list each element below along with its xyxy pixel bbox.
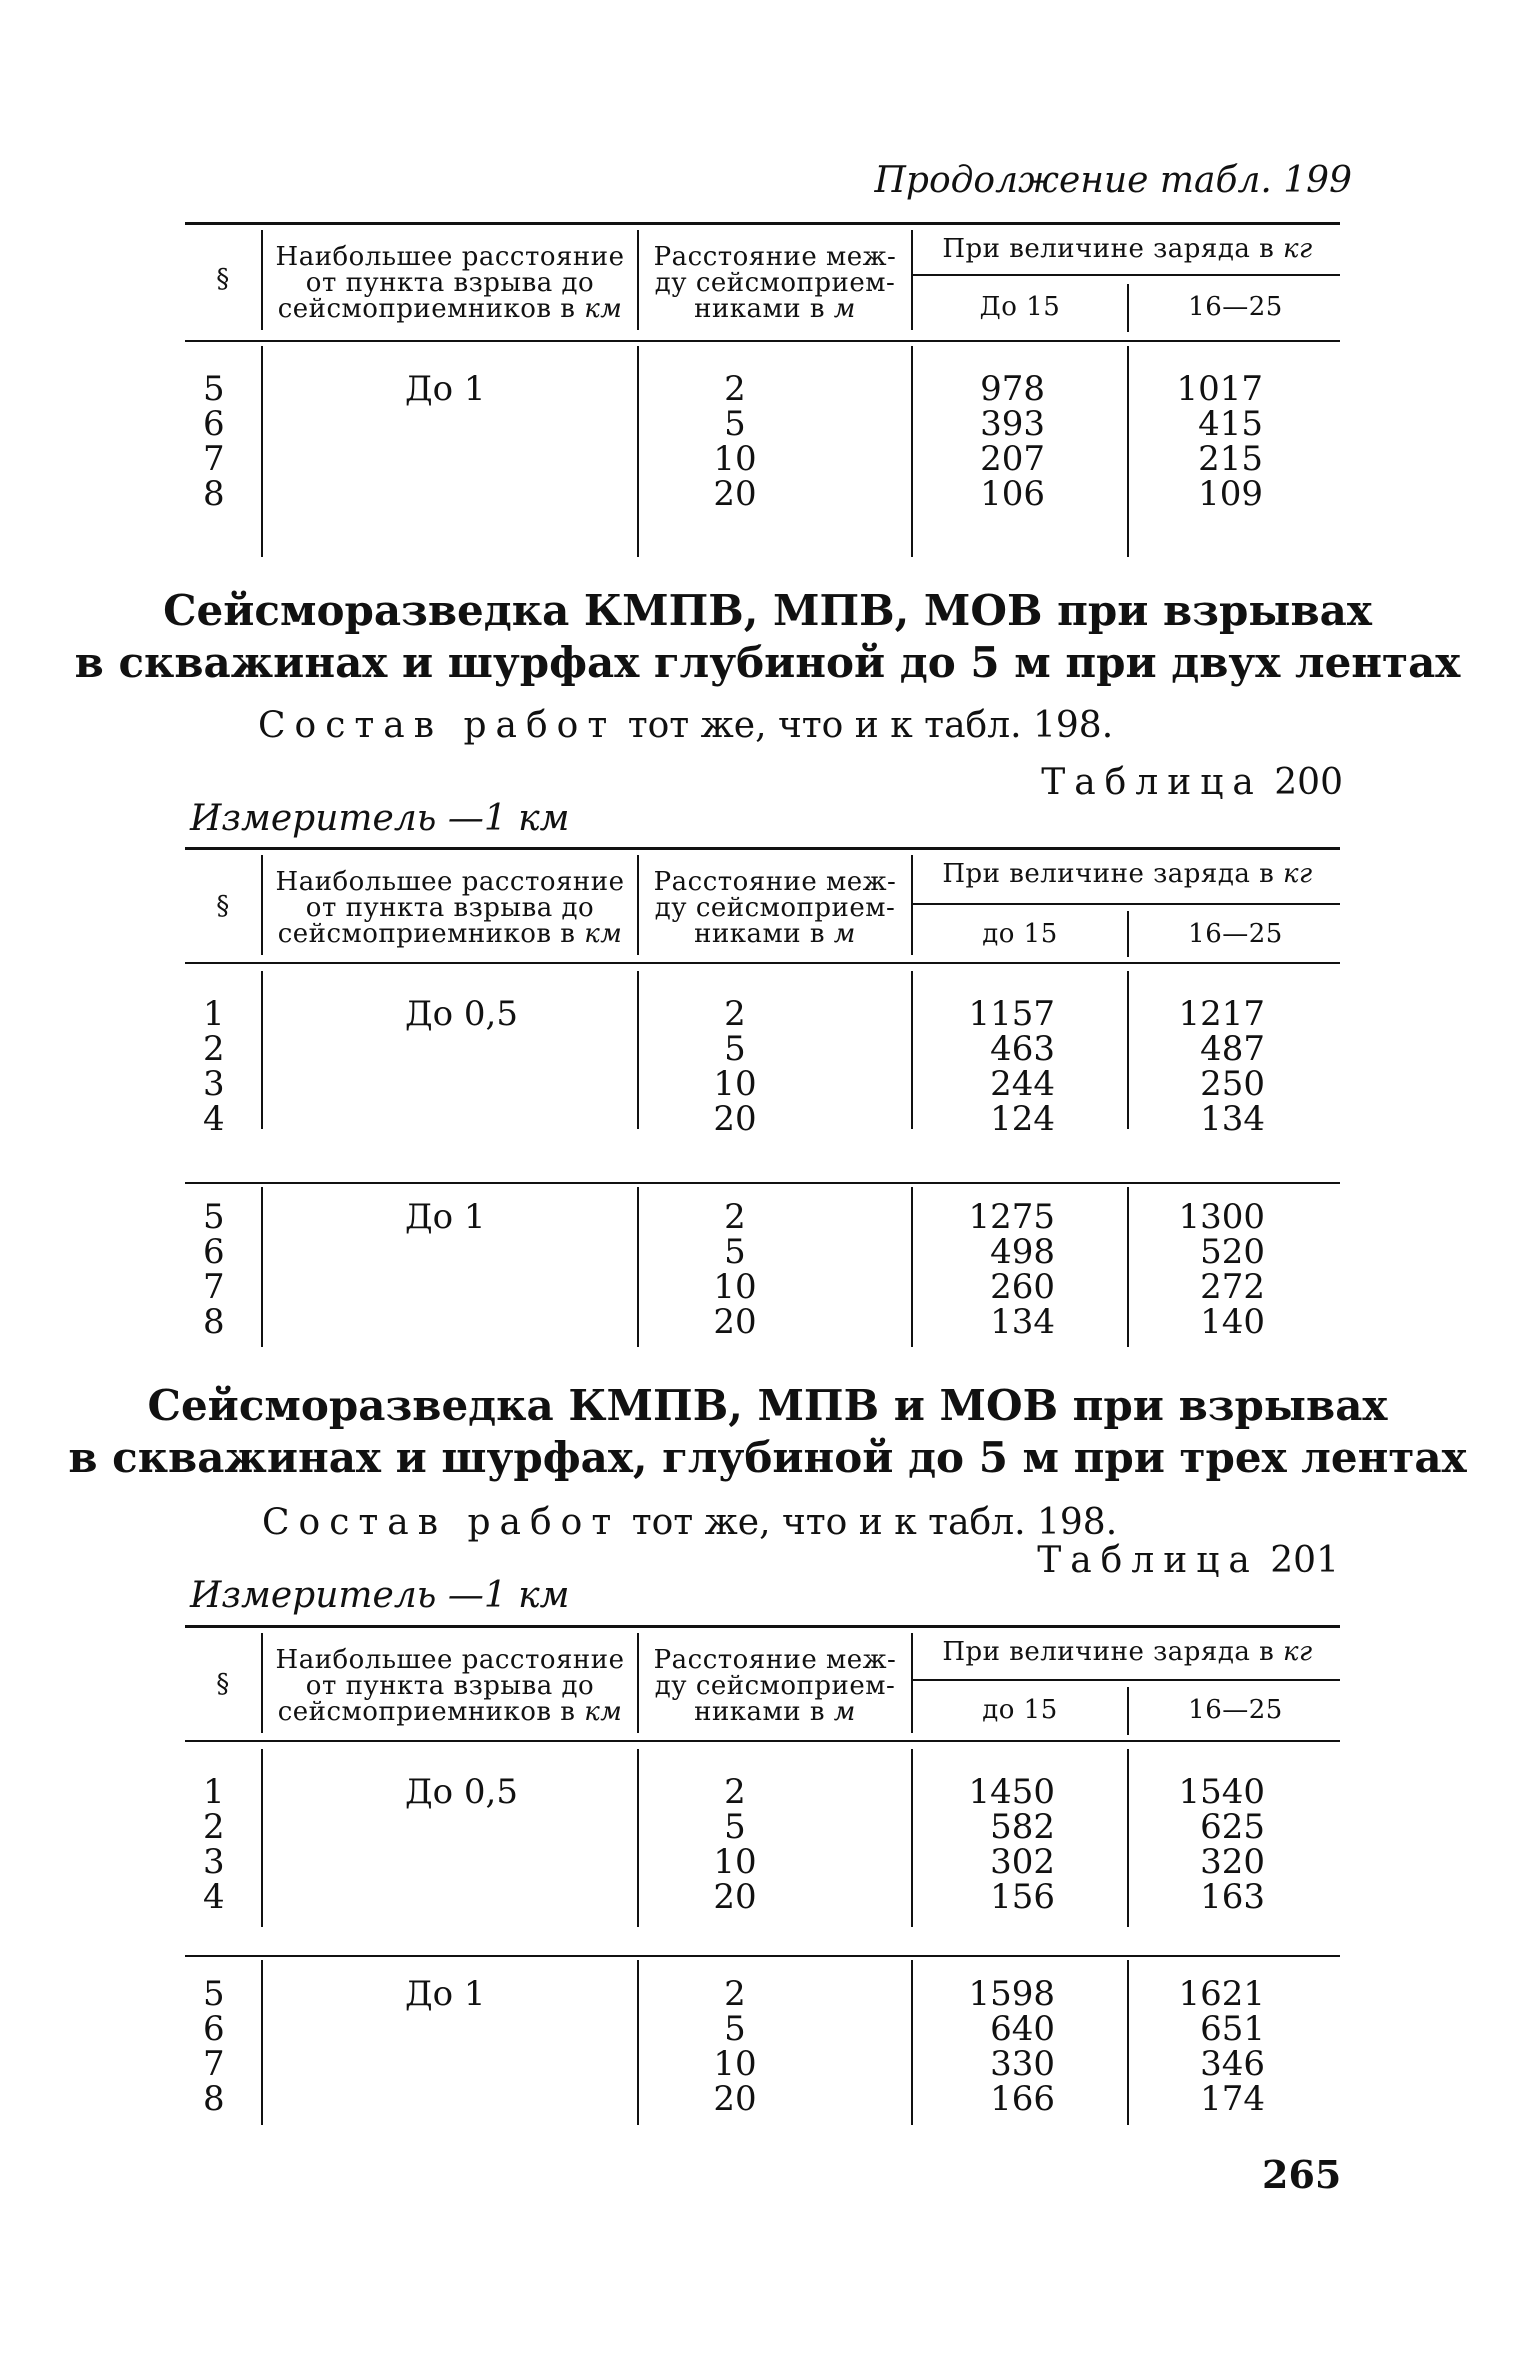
header-charge: При величине заряда в кг — [942, 859, 1313, 889]
values-up-to-15: 1450 582 302 156 — [968, 1772, 1055, 1917]
col-divider — [911, 1749, 913, 1927]
col-divider — [1127, 284, 1129, 332]
values-16-25: 1540 625 320 163 — [1178, 1772, 1265, 1917]
meter-200: Измеритель —1 км — [190, 798, 570, 839]
col-divider — [1127, 1187, 1129, 1347]
col-divider — [911, 1960, 913, 2125]
col-divider — [261, 855, 263, 955]
max-distance-value: До 1 — [405, 369, 486, 409]
header-max-distance: Наибольшее расстояние от пункта взрыва до сейсмоприемников в км — [275, 1645, 625, 1727]
header-bottom-rule — [185, 1740, 1340, 1742]
page-number: 265 — [1262, 2152, 1342, 2197]
col-divider — [1127, 1687, 1129, 1735]
col-divider — [261, 230, 263, 330]
spacing-values: 2 5 10 20 — [713, 994, 757, 1139]
header-section: § — [216, 891, 230, 921]
header-up-to-15: До 15 — [979, 292, 1061, 322]
col-divider — [911, 230, 913, 330]
header-bottom-rule — [185, 962, 1340, 964]
values-up-to-15: 1598 640 330 166 — [968, 1974, 1055, 2119]
col-divider — [261, 971, 263, 1129]
spacing-values: 2 5 10 20 — [713, 1772, 757, 1917]
col-divider — [637, 230, 639, 330]
section-numbers: 1 2 3 4 — [203, 994, 225, 1139]
col-divider — [261, 1633, 263, 1733]
table-top-rule — [185, 847, 1340, 850]
header-max-distance: Наибольшее расстояние от пункта взрыва до сейсмоприемников в км — [275, 867, 625, 949]
col-divider — [1127, 1749, 1129, 1927]
col-divider — [911, 346, 913, 557]
values-16-25: 1017 415 215 109 — [1176, 369, 1263, 514]
values-16-25: 1300 520 272 140 — [1178, 1197, 1265, 1342]
values-up-to-15: 1275 498 260 134 — [968, 1197, 1055, 1342]
values-up-to-15: 978 393 207 106 — [980, 369, 1045, 514]
header-spacing: Расстояние меж- ду сейсмоприем- никами в м — [653, 867, 897, 949]
col-divider — [637, 971, 639, 1129]
max-distance-value: До 0,5 — [405, 994, 518, 1034]
table-200-caption: Таблица 200 — [1041, 762, 1343, 803]
col-divider — [637, 1187, 639, 1347]
table-top-rule — [185, 222, 1340, 225]
values-16-25: 1217 487 250 134 — [1178, 994, 1265, 1139]
spacing-values: 2 5 10 20 — [713, 1197, 757, 1342]
col-divider — [261, 1960, 263, 2125]
header-max-distance: Наибольшее расстояние от пункта взрыва до сейсмоприемников в км — [275, 242, 625, 324]
col-divider — [911, 855, 913, 955]
charge-subheader-rule — [913, 274, 1340, 276]
composition-200: Состав работ тот же, что и к табл. 198. — [258, 705, 1114, 746]
section-numbers: 5 6 7 8 — [203, 1974, 225, 2119]
col-divider — [637, 1749, 639, 1927]
spacing-values: 2 5 10 20 — [713, 1974, 757, 2119]
col-divider — [1127, 911, 1129, 957]
header-up-to-15: до 15 — [982, 919, 1058, 949]
charge-subheader-rule — [913, 903, 1340, 905]
table-top-rule — [185, 1625, 1340, 1628]
col-divider — [637, 346, 639, 557]
group-separator-rule — [185, 1182, 1340, 1184]
col-divider — [637, 1960, 639, 2125]
table-200 — [185, 847, 1340, 1347]
max-distance-value: До 1 — [405, 1197, 486, 1237]
max-distance-value: До 1 — [405, 1974, 486, 2014]
col-divider — [261, 346, 263, 557]
section-numbers: 5 6 7 8 — [203, 369, 225, 514]
header-charge: При величине заряда в кг — [942, 1637, 1313, 1667]
table-201 — [185, 1625, 1340, 2125]
charge-subheader-rule — [913, 1679, 1340, 1681]
header-spacing: Расстояние меж- ду сейсмоприем- никами в м — [653, 1645, 897, 1727]
col-divider — [1127, 971, 1129, 1129]
header-spacing: Расстояние меж- ду сейсмоприем- никами в м — [653, 242, 897, 324]
spacing-values: 2 5 10 20 — [713, 369, 757, 514]
col-divider — [911, 1187, 913, 1347]
header-up-to-15: до 15 — [982, 1695, 1058, 1725]
header-16-25: 16—25 — [1188, 1695, 1283, 1725]
col-divider — [637, 855, 639, 955]
header-charge: При величине заряда в кг — [942, 234, 1313, 264]
section-numbers: 1 2 3 4 — [203, 1772, 225, 1917]
table-201-caption: Таблица 201 — [1037, 1540, 1339, 1581]
values-up-to-15: 1157 463 244 124 — [968, 994, 1055, 1139]
header-section: § — [216, 264, 230, 294]
group-separator-rule — [185, 1955, 1340, 1957]
col-divider — [911, 971, 913, 1129]
table-199 — [185, 222, 1340, 557]
col-divider — [1127, 1960, 1129, 2125]
section-numbers: 5 6 7 8 — [203, 1197, 225, 1342]
values-16-25: 1621 651 346 174 — [1178, 1974, 1265, 2119]
col-divider — [911, 1633, 913, 1733]
col-divider — [637, 1633, 639, 1733]
section-200-title: Сейсморазведка КМПВ, МПВ, МОВ при взрывах в скважинах и шурфах глубиной до 5 м при двух лентах — [74, 586, 1461, 687]
meter-201: Измеритель —1 км — [190, 1575, 570, 1616]
composition-201: Состав работ тот же, что и к табл. 198. — [262, 1502, 1118, 1543]
section-201-title: Сейсморазведка КМПВ, МПВ и МОВ при взрывах в скважинах и шурфах, глубиной до 5 м при трех лентах — [68, 1381, 1467, 1482]
header-section: § — [216, 1669, 230, 1699]
header-16-25: 16—25 — [1188, 919, 1283, 949]
col-divider — [1127, 346, 1129, 557]
col-divider — [261, 1749, 263, 1927]
col-divider — [261, 1187, 263, 1347]
max-distance-value: До 0,5 — [405, 1772, 518, 1812]
header-bottom-rule — [185, 340, 1340, 342]
header-16-25: 16—25 — [1188, 292, 1283, 322]
continuation-caption: Продолжение табл. 199 — [874, 160, 1352, 201]
